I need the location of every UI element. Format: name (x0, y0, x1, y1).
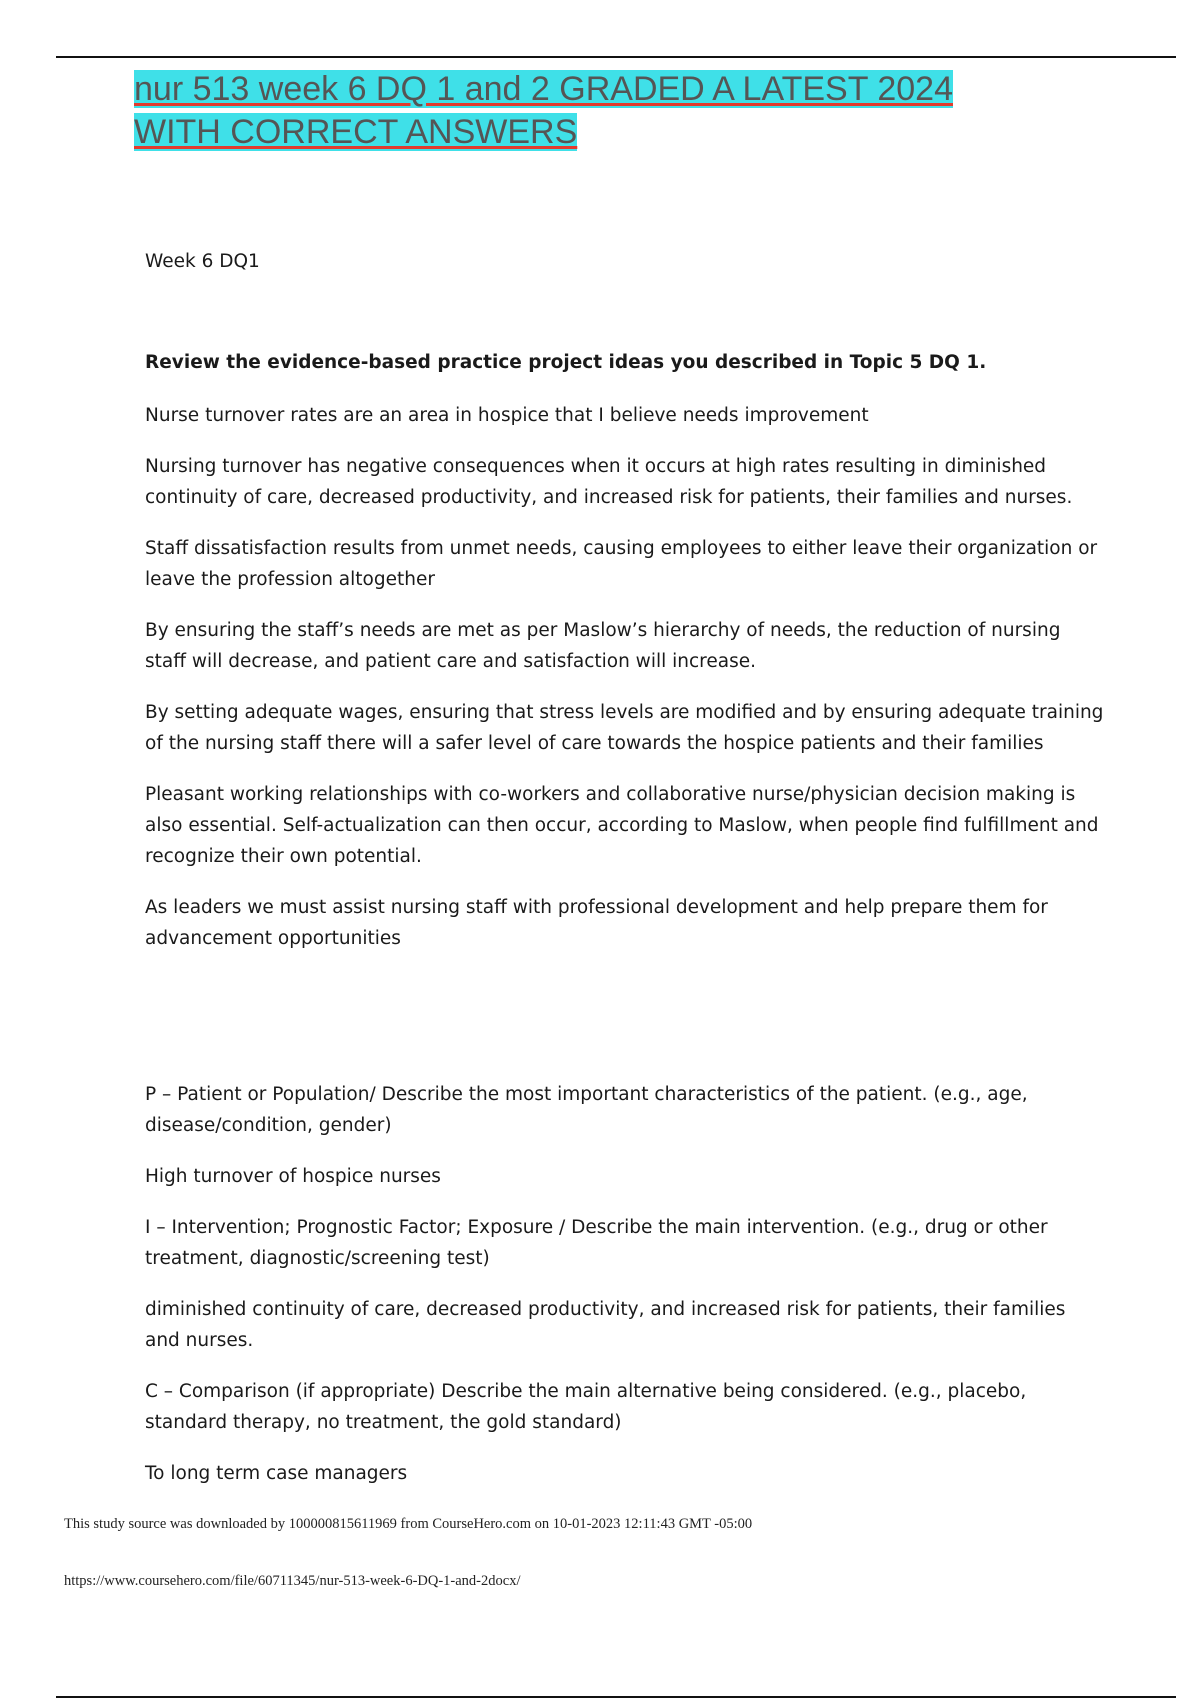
prompt-text: Review the evidence-based practice project ideas you described in Topic 5 DQ 1. (145, 352, 987, 373)
paragraph-5: By setting adequate wages, ensuring that stress levels are modified and by ensuring adequate training of the nursing staff there will a safer level of care towards the hospice patients and their families (145, 702, 1104, 754)
title-highlight: nur 513 week 6 DQ 1 and 2 GRADED A LATEST 2024 WITH CORRECT ANSWERS (134, 70, 953, 151)
pico-population: P – Patient or Population/ Describe the most important characteristics of the patient. (e.g., age, disease/condition, gender) (145, 1084, 1028, 1136)
pico-comparison-answer: To long term case managers (145, 1463, 408, 1484)
download-notice: This study source was downloaded by 100000815611969 from CourseHero.com on 10-01-2023 12:11:43 GMT -05:00 (64, 1516, 753, 1532)
pico-population-answer: High turnover of hospice nurses (145, 1166, 441, 1187)
paragraph-7: As leaders we must assist nursing staff with professional development and help prepare them for advancement opportunities (145, 897, 1048, 949)
pico-intervention-answer: diminished continuity of care, decreased productivity, and increased risk for patients, their families and nurses. (145, 1299, 1066, 1351)
document-title (134, 68, 1034, 154)
bottom-rule (56, 1696, 1176, 1698)
pico-intervention: I – Intervention; Prognostic Factor; Exposure / Describe the main intervention. (e.g., drug or other treatment, diagnostic/screening test) (145, 1217, 1048, 1269)
top-rule (56, 56, 1176, 58)
section-heading: Week 6 DQ1 (145, 251, 260, 272)
paragraph-2: Nursing turnover has negative consequences when it occurs at high rates resulting in diminished continuity of care, decreased productivity, and increased risk for patients, their families and nurses. (145, 456, 1073, 508)
source-url[interactable]: https://www.coursehero.com/file/60711345/nur-513-week-6-DQ-1-and-2docx/ (64, 1573, 521, 1589)
pico-comparison: C – Comparison (if appropriate) Describe the main alternative being considered. (e.g., placebo, standard therapy, no treatment, the gold standard) (145, 1381, 1027, 1433)
paragraph-3: Staff dissatisfaction results from unmet needs, causing employees to either leave their organization or leave the profession altogether (145, 538, 1098, 590)
paragraph-4: By ensuring the staff’s needs are met as per Maslow’s hierarchy of needs, the reduction of nursing staff will decrease, and patient care and satisfaction will increase. (145, 620, 1061, 672)
paragraph-6: Pleasant working relationships with co-workers and collaborative nurse/physician decision making is also essential. Self-actualization can then occur, according to Maslow, when people find fulfillment and recognize their own potential. (145, 784, 1099, 867)
paragraph-1: Nurse turnover rates are an area in hospice that I believe needs improvement (145, 405, 869, 426)
